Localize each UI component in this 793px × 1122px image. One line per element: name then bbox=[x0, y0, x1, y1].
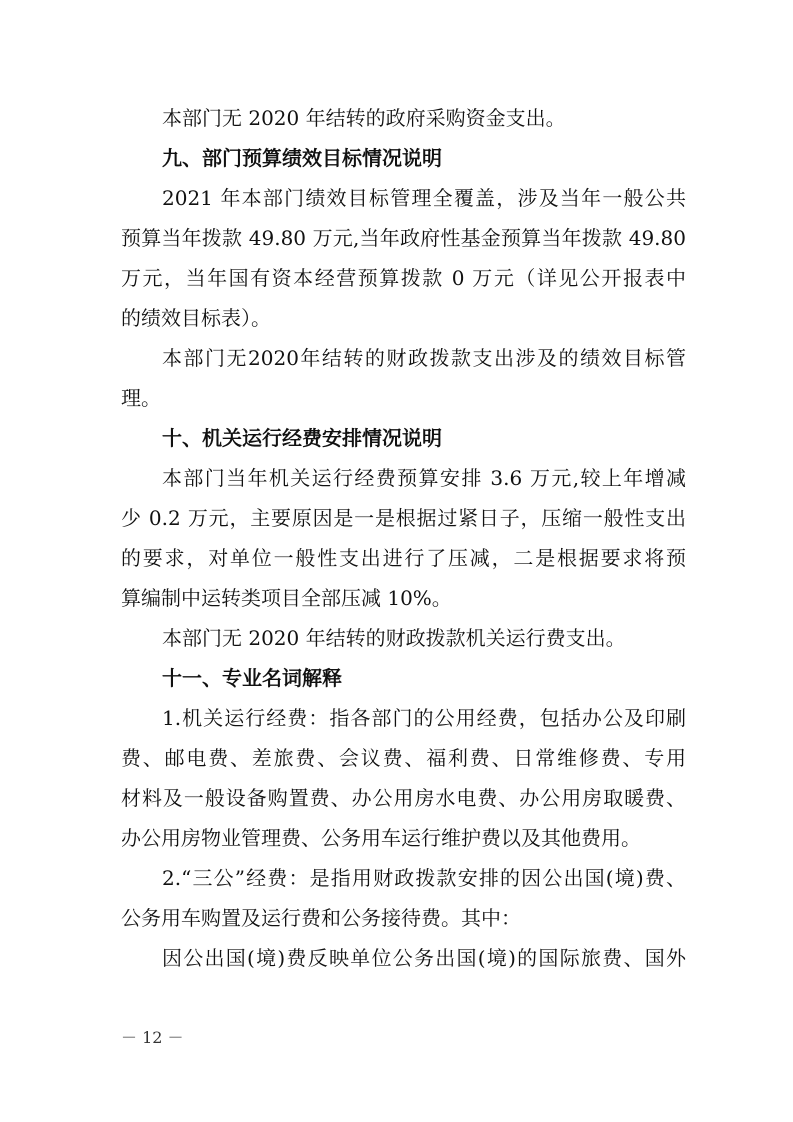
paragraph bbox=[121, 98, 686, 138]
text-line: 本部门当年机关运行经费预算安排 3.6 万元,较上年增减 bbox=[162, 466, 686, 490]
text-line: 材料及一般设备购置费、办公用房水电费、办公用房取暖费、 bbox=[121, 786, 686, 810]
text-line: 万元，当年国有资本经营预算拨款 0 万元（详见公开报表中 bbox=[121, 266, 686, 290]
section-heading: 十、机关运行经费安排情况说明 bbox=[162, 426, 442, 450]
paragraph bbox=[121, 458, 686, 618]
text-line: 2.“三公”经费：是指用财政拨款安排的因公出国(境)费、 bbox=[162, 866, 686, 890]
paragraph bbox=[121, 338, 686, 418]
text-line: 费、邮电费、差旅费、会议费、福利费、日常维修费、专用 bbox=[121, 746, 686, 770]
paragraph bbox=[121, 858, 686, 938]
paragraph bbox=[121, 698, 686, 858]
text-line: 因公出国(境)费反映单位公务出国(境)的国际旅费、国外 bbox=[162, 946, 686, 970]
paragraph bbox=[121, 618, 686, 658]
text-line: 理。 bbox=[121, 386, 161, 410]
text-line: 本部门无 2020 年结转的财政拨款机关运行费支出。 bbox=[162, 626, 626, 650]
text-line: 1.机关运行经费：指各部门的公用经费，包括办公及印刷 bbox=[162, 706, 686, 730]
text-line: 本部门无2020年结转的财政拨款支出涉及的绩效目标管 bbox=[162, 346, 686, 370]
text-line: 少 0.2 万元，主要原因是一是根据过紧日子，压缩一般性支出 bbox=[121, 506, 686, 530]
section-heading: 十一、专业名词解释 bbox=[162, 666, 342, 690]
text-line: 本部门无 2020 年结转的政府采购资金支出。 bbox=[162, 106, 566, 130]
paragraph bbox=[121, 178, 686, 338]
text-line: 的绩效目标表）。 bbox=[121, 306, 271, 330]
text-line: 的要求，对单位一般性支出进行了压减，二是根据要求将预 bbox=[121, 546, 686, 570]
text-line: 办公用房物业管理费、公务用车运行维护费以及其他费用。 bbox=[121, 826, 641, 850]
paragraph bbox=[121, 938, 686, 978]
text-line: 算编制中运转类项目全部压减 10%。 bbox=[121, 586, 452, 610]
document-body bbox=[121, 98, 686, 978]
text-line: 预算当年拨款 49.80 万元,当年政府性基金预算当年拨款 49.80 bbox=[121, 226, 686, 250]
page-number: － 12 － bbox=[121, 1028, 184, 1047]
text-line: 2021 年本部门绩效目标管理全覆盖，涉及当年一般公共 bbox=[162, 186, 686, 210]
section-heading: 九、部门预算绩效目标情况说明 bbox=[162, 146, 442, 170]
text-line: 公务用车购置及运行费和公务接待费。其中： bbox=[121, 906, 521, 930]
